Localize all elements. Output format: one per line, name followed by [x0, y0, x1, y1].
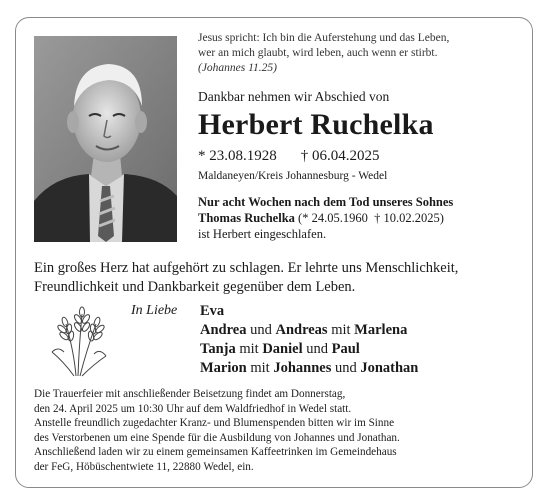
mourner-name: Marlena	[354, 322, 408, 338]
wheat-icon	[44, 302, 114, 378]
mourner-name: Johannes	[273, 360, 332, 376]
mourners-row	[200, 321, 418, 340]
mourner-name: Eva	[200, 303, 225, 319]
mourners-list	[200, 302, 418, 378]
mourner-name: Daniel	[262, 341, 303, 357]
funeral-line: Die Trauerfeier mit anschließender Beisetzung findet am Donnerstag,	[34, 388, 346, 400]
quote-reference: (Johannes 11.25)	[198, 62, 277, 74]
connector: und	[250, 322, 272, 338]
connector: mit	[239, 341, 259, 357]
mourner-name: Andreas	[275, 322, 328, 338]
in-liebe-label: In Liebe	[131, 303, 178, 318]
birth-date: * 23.08.1928	[198, 148, 277, 164]
death-date: † 06.04.2025	[300, 148, 380, 164]
quote-line: Jesus spricht: Ich bin die Auferstehung und das Leben,	[198, 32, 450, 44]
connector: und	[334, 360, 357, 376]
funeral-line: des Verstorbenen um eine Spende für die Ausbildung von Johannes und Jonathan.	[34, 431, 400, 444]
mourners-row	[200, 340, 418, 359]
memorial-line: Ein großes Herz hat aufgehört zu schlagen. Er lehrte uns Menschlichkeit,	[34, 260, 459, 276]
mourners-row	[200, 302, 418, 321]
deceased-name: Herbert Ruchelka	[198, 108, 434, 141]
son-dates: † 10.02.2025)	[374, 211, 444, 225]
mourner-name: Paul	[331, 341, 360, 357]
birthplace-residence: Maldaneyen/Kreis Johannesburg - Wedel	[198, 170, 388, 182]
farewell-intro: Dankbar nehmen wir Abschied von	[198, 89, 390, 104]
connector: mit	[331, 322, 351, 338]
mourner-name: Tanja	[200, 341, 236, 357]
mourner-name: Andrea	[200, 322, 247, 338]
quote-line: wer an mich glaubt, wird leben, auch wenn er stirbt.	[198, 47, 438, 59]
funeral-details	[34, 387, 400, 475]
memorial-line: Freundlichkeit und Dankbarkeit gegenüber dem Leben.	[34, 279, 356, 295]
funeral-line: den 24. April 2025 um 10:30 Uhr auf dem Waldfriedhof in Wedel statt.	[34, 402, 352, 415]
son-notice-line: ist Herbert eingeschlafen.	[198, 227, 327, 241]
funeral-line: Anstelle freundlich zugedachter Kranz- und Blumenspenden bitten wir im Sinne	[34, 417, 395, 430]
connector: und	[306, 341, 328, 357]
son-name: Thomas Ruchelka	[198, 211, 295, 225]
portrait-photo	[34, 36, 177, 242]
connector: mit	[250, 360, 270, 376]
son-notice	[198, 194, 453, 242]
memorial-text	[34, 259, 458, 297]
funeral-line: Anschließend laden wir zu einem gemeinsamen Kaffeetrinken im Gemeindehaus	[34, 446, 397, 459]
son-dates: (* 24.05.1960	[298, 211, 368, 225]
mourner-name: Jonathan	[360, 360, 419, 376]
life-dates	[198, 148, 380, 165]
son-notice-line: Nur acht Wochen nach dem Tod unseres Sohnes	[198, 195, 454, 209]
funeral-line: der FeG, Höbüschentwiete 11, 22880 Wedel, ein.	[34, 460, 254, 473]
bible-quote	[198, 31, 449, 76]
mourner-name: Marion	[200, 360, 247, 376]
mourners-row	[200, 359, 418, 378]
